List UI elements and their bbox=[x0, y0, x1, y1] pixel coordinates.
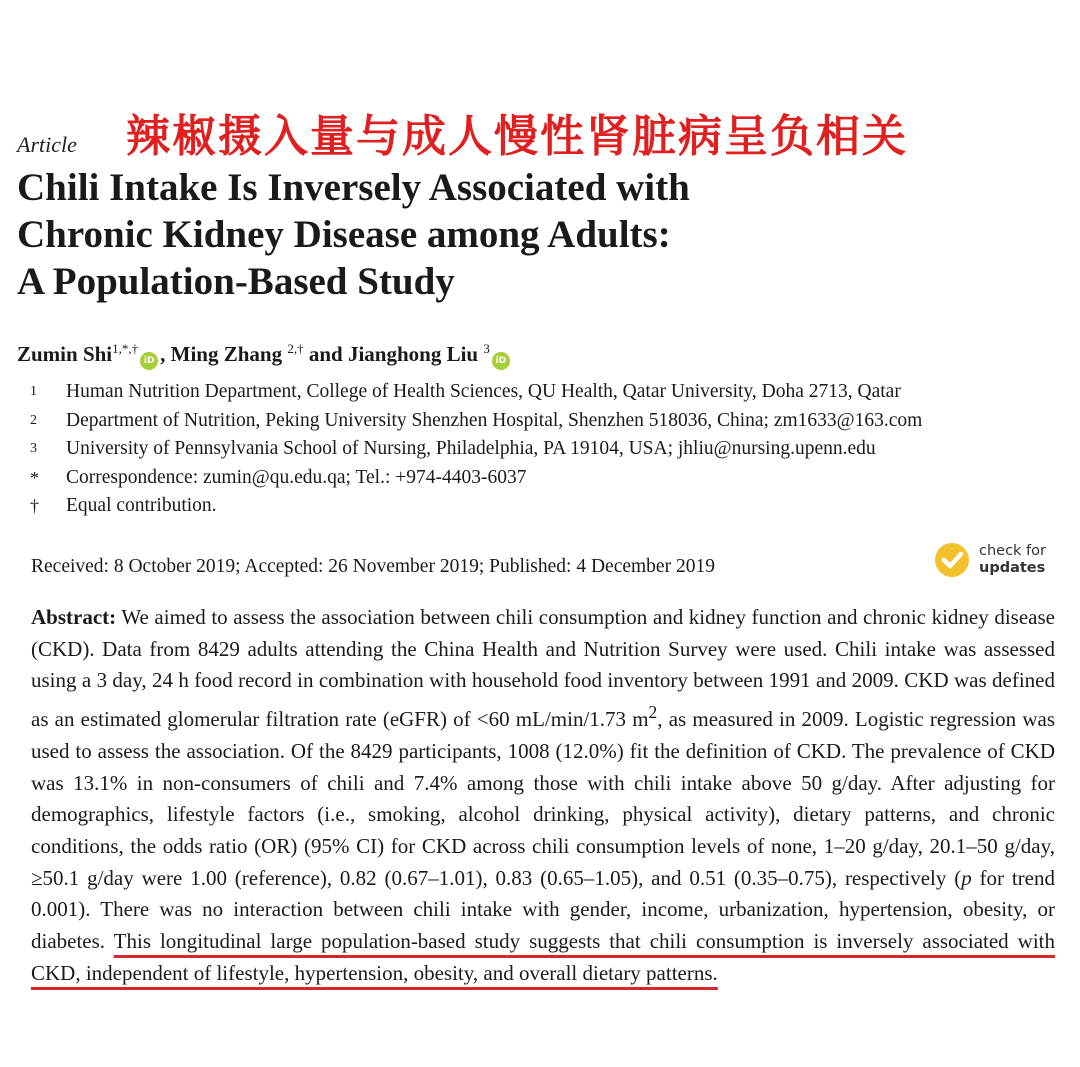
check-updates-text bbox=[979, 543, 1046, 577]
title-line: Chili Intake Is Inversely Associated with bbox=[17, 166, 690, 209]
check-updates-line1: check for bbox=[979, 543, 1046, 559]
affiliation-item bbox=[30, 407, 922, 436]
author-affiliation-sup: 2,† bbox=[287, 341, 304, 356]
affiliation-item bbox=[30, 435, 922, 464]
affiliation-text: Correspondence: zumin@qu.edu.qa; Tel.: +974-4403-6037 bbox=[66, 466, 527, 488]
title-line: A Population-Based Study bbox=[17, 260, 455, 303]
abstract-paragraph bbox=[31, 602, 1055, 989]
abstract-text: for trend 0.001). There was no interaction between chili intake with gender, income, urbanization, hypertension, obesity, or diabetes. bbox=[31, 865, 1055, 954]
affiliations-list bbox=[30, 378, 922, 521]
author-name[interactable]: and Jianghong Liu bbox=[303, 342, 479, 366]
affiliation-marker: 1 bbox=[30, 384, 37, 399]
affiliation-item bbox=[30, 492, 922, 521]
affiliation-item bbox=[30, 378, 922, 407]
affiliation-text: University of Pennsylvania School of Nursing, Philadelphia, PA 19104, USA; jhliu@nursing.upenn.edu bbox=[66, 438, 876, 459]
article-type-label: Article bbox=[17, 132, 77, 157]
affiliation-text: Human Nutrition Department, College of Health Sciences, QU Health, Qatar University, Doha 2713, Qatar bbox=[66, 381, 901, 402]
highlighted-conclusion: This longitudinal large population-based study suggests that chili consumption is inversely associated with CKD, independent of lifestyle, hypertension, obesity, and overall dietary patterns. bbox=[31, 929, 1055, 985]
check-for-updates-button[interactable] bbox=[935, 538, 1065, 582]
author-name[interactable]: Zumin Shi bbox=[17, 342, 113, 366]
affiliation-item bbox=[30, 464, 922, 493]
abstract-text: , as measured in 2009. Logistic regression was used to assess the association. Of the 8429 participants, 1008 (12.0%) fit the definition of CKD. The prevalence of CKD was 13.1% in non-consumers of chili and 7.4% among those with chili intake above 50 g/day. After adjusting for demographics, lifestyle factors (i.e., smoking, alcohol drinking, physical activity), dietary patterns, and chronic conditions, the odds ratio (OR) (95% CI) for CKD across chili consumption levels of none, 1–20 g/day, 20.1–50 g/day, ≥50.1 g/day were 1.00 (reference), 0.82 (0.67–1.01), 0.83 (0.65–1.05), and 0.51 (0.35–0.75), respectively ( bbox=[31, 707, 1055, 890]
affiliation-marker: * bbox=[30, 467, 39, 488]
author-affiliation-sup: 1,*,† bbox=[112, 341, 139, 356]
affiliation-marker: 3 bbox=[30, 441, 37, 456]
title-line: Chronic Kidney Disease among Adults: bbox=[17, 213, 671, 256]
orcid-icon[interactable]: iD bbox=[492, 352, 510, 370]
chinese-headline: 辣椒摄入量与成人慢性肾脏病呈负相关 bbox=[126, 111, 908, 162]
check-updates-line2: updates bbox=[979, 560, 1046, 576]
publication-dates: Received: 8 October 2019; Accepted: 26 November 2019; Published: 4 December 2019 bbox=[31, 556, 715, 577]
affiliation-marker: 2 bbox=[30, 412, 37, 428]
p-value-symbol: p bbox=[961, 865, 972, 890]
affiliation-marker: † bbox=[30, 496, 39, 516]
orcid-icon[interactable]: iD bbox=[140, 352, 158, 370]
author-list bbox=[17, 341, 512, 370]
abstract-label: Abstract: bbox=[31, 605, 117, 629]
paper-title bbox=[17, 164, 690, 305]
check-updates-icon bbox=[935, 543, 969, 577]
author-name[interactable]: , Ming Zhang bbox=[160, 342, 283, 366]
abstract-text: We aimed to assess the association between chili consumption and kidney function and chronic kidney disease (CKD). Data from 8429 adults attending the China Health and Nutrition Survey were used. Chili intake was assessed using a 3 day, 24 h food record in combination with household food inventory between 1991 and 2009. CKD was defined as an estimated glomerular filtration rate (eGFR) of <60 mL/min/1.73 m bbox=[31, 605, 1055, 732]
affiliation-text: Equal contribution. bbox=[66, 495, 217, 516]
affiliation-text: Department of Nutrition, Peking University Shenzhen Hospital, Shenzhen 518036, China; zm1633@163.com bbox=[66, 409, 923, 431]
author-affiliation-sup: 3 bbox=[483, 341, 490, 356]
superscript: 2 bbox=[648, 702, 658, 723]
